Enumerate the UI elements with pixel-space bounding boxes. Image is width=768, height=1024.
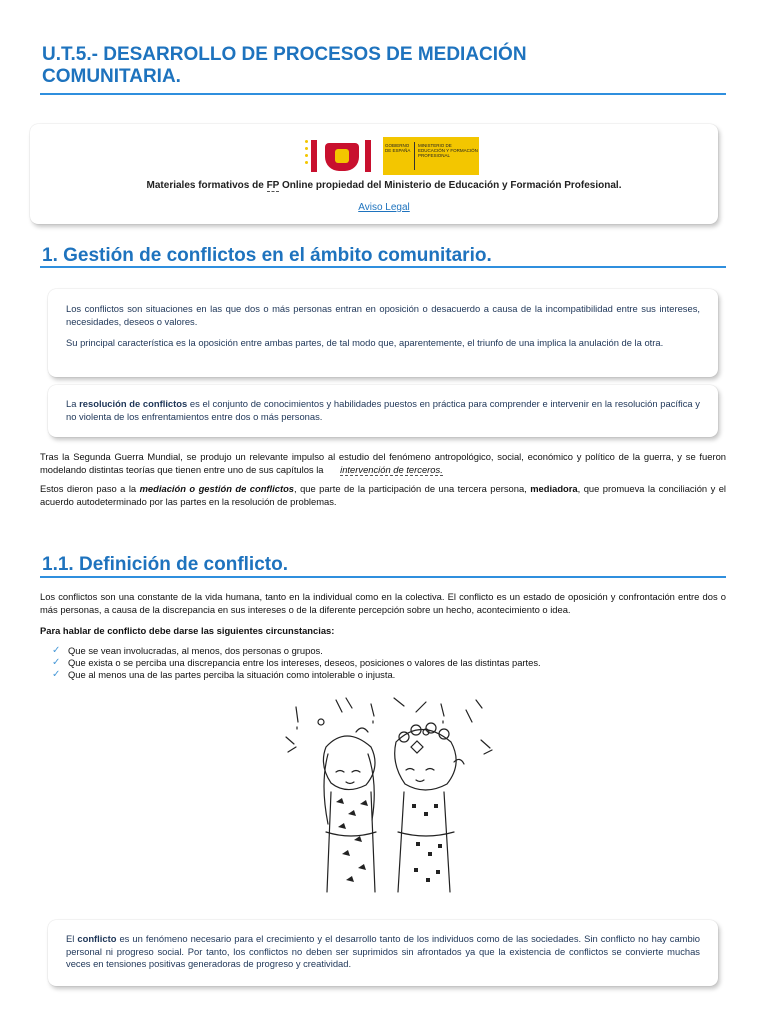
resolution-paragraph: La resolución de conflictos es el conjunto de conocimientos y habilidades puestos en práctica para comprender e intervenir en la resolución pacífica y no violenta de los enfrentamientos entre dos o más personas.: [66, 398, 700, 422]
mediation-paragraph: Estos dieron paso a la mediación o gestión de conflictos, que parte de la participación de una tercera persona, mediadora, que promueva la conciliación y el acuerdo autodeterminado por las partes en la resolución de problemas.: [40, 483, 727, 507]
section-1-1-rule: [40, 576, 726, 578]
title-line-1: U.T.5.- DESARROLLO DE PROCESOS DE MEDIACIÓN: [42, 44, 527, 65]
section-1-1-heading: 1.1. Definición de conflicto.: [42, 554, 288, 575]
spain-flag-icon: [303, 137, 383, 175]
section-1-heading: 1. Gestión de conflictos en el ámbito comunitario.: [42, 245, 492, 266]
fp-abbreviation: FP: [266, 180, 280, 191]
title-line-2: COMUNITARIA.: [42, 66, 181, 87]
conflict-intro-paragraph: Los conflictos son una constante de la vida humana, tanto en la individual como en la colectiva. El conflicto es un estado de oposición y confrontación entre dos o más personas, a causa de la discrepancia en sus intereses o de la diferente percepción sobre un hecho, acontecimiento o idea.: [40, 591, 726, 615]
coat-of-arms-icon: [325, 143, 359, 171]
title-rule: [40, 93, 726, 95]
definition-paragraph-2: Su principal característica es la oposición entre ambas partes, de tal modo que, aparentemente, el triunfo de una implica la anulación de la otra.: [66, 337, 664, 348]
definition-paragraph-1: Los conflictos son situaciones en las que dos o más personas entran en oposición o desacuerdo a causa de la incompatibilidad entre sus intereses, necesidades, deseos o valores.: [66, 303, 700, 327]
history-paragraph: Tras la Segunda Guerra Mundial, se produjo un relevante impulso al estudio del fenómeno antropológico, social, económico y político de la guerra, y se fueron modelando distintas teorías que tienen entre uno de sus capítulos la intervención de terceros.: [40, 451, 726, 475]
third-party-intervention-link[interactable]: intervención de terceros.: [340, 463, 443, 475]
circumstances-list: [52, 645, 541, 681]
list-item: ✓ Que al menos una de las partes perciba la situación como intolerable o injusta.: [52, 669, 396, 680]
checkmark-icon: ✓: [52, 669, 61, 680]
list-item: ✓ Que exista o se perciba una discrepancia entre los intereses, deseos, posiciones o valores de las distintas partes.: [52, 657, 541, 668]
logo-ministerio-text: MINISTERIO DE EDUCACIÓN Y FORMACIÓN PROFESIONAL: [418, 143, 478, 158]
document-title: [42, 44, 726, 88]
checkmark-icon: ✓: [52, 645, 61, 656]
section-1-rule: [40, 266, 726, 268]
logo-gobierno-text: GOBIERNO DE ESPAÑA: [385, 143, 411, 153]
checkmark-icon: ✓: [52, 657, 61, 668]
materials-notice: Materiales formativos de FP Online propiedad del Ministerio de Educación y Formación Profesional.: [146, 180, 622, 191]
circumstances-heading: Para hablar de conflicto debe darse las siguientes circunstancias:: [40, 625, 335, 636]
ministry-logo: [303, 137, 479, 175]
legal-notice-link[interactable]: Aviso Legal: [358, 202, 410, 213]
conflict-importance-paragraph: El conflicto es un fenómeno necesario para el crecimiento y el desarrollo tanto de los individuos como de las sociedades. Sin conflicto no hay cambio personal ni progreso social. Por tanto, los conflictos no deben ser suprimidos sin afrontados ya que la existencia de conflictos se convierte muchas veces en tensiones positivas generadoras de progreso y creatividad.: [66, 933, 700, 969]
list-item: ✓ Que se vean involucradas, al menos, dos personas o grupos.: [52, 645, 323, 656]
conflict-illustration: [276, 692, 498, 902]
